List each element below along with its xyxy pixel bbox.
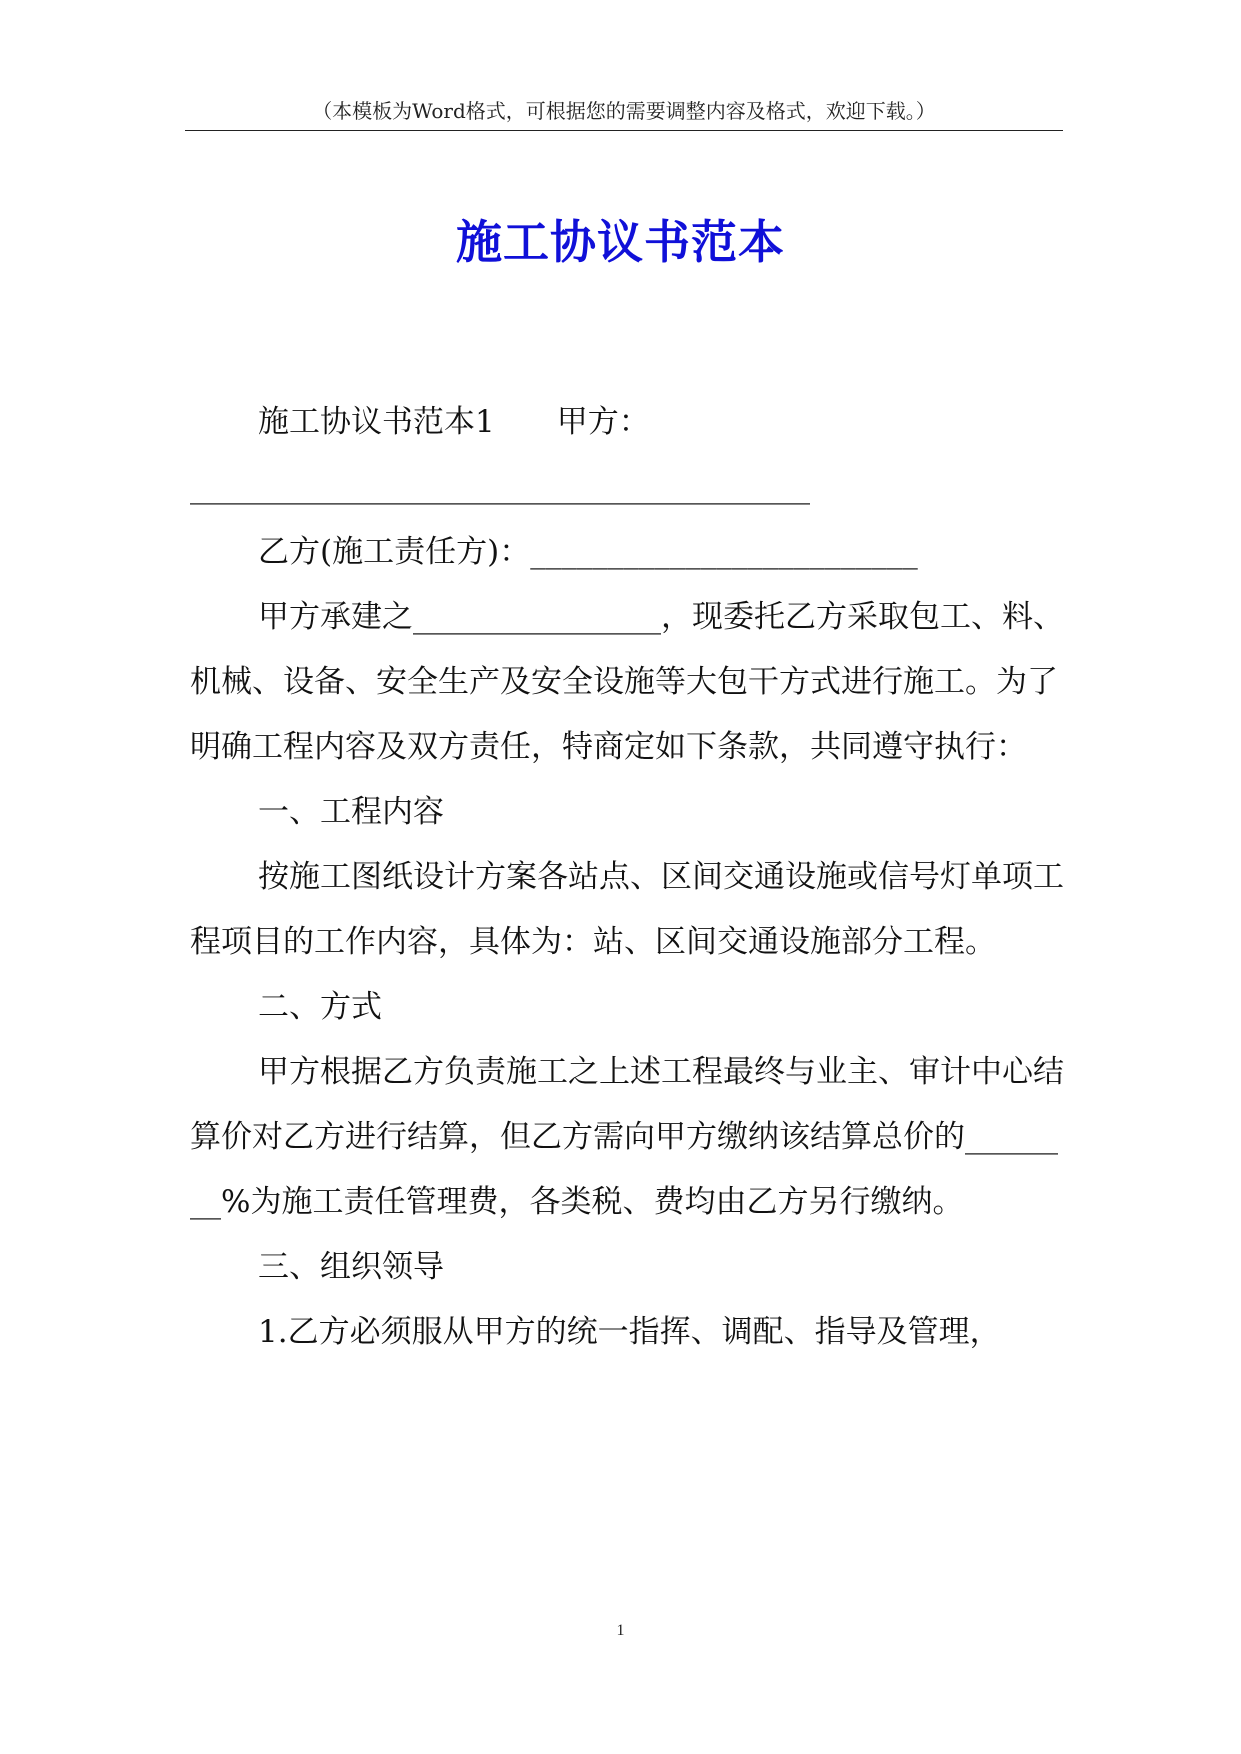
paragraph-intro-party-a: 施工协议书范本1 甲方：: [258, 404, 650, 440]
page-header-note: （本模板为Word格式，可根据您的需要调整内容及格式，欢迎下载。）: [185, 96, 1063, 131]
paragraph-commission: 甲方承建之________________，现委托乙方采取包工、料、机械、设备、安全生产及安全设施等大包干方式进行施工。为了明确工程内容及双方责任，特商定如下条款，共同遵守执行：: [190, 599, 1064, 765]
blank-line-party-a: ________________________________________: [190, 469, 810, 505]
section-heading-2: 二、方式: [258, 989, 382, 1025]
paragraph-method: 甲方根据乙方负责施工之上述工程最终与业主、审计中心结算价对乙方进行结算，但乙方需向甲方缴纳该结算总价的________%为施工责任管理费，各类税、费均由乙方另行缴纳。: [190, 1054, 1064, 1220]
paragraph-organization-1: 1.乙方必须服从甲方的统一指挥、调配、指导及管理，: [258, 1314, 1001, 1350]
page-number: 1: [616, 1622, 625, 1639]
document-title: 施工协议书范本: [456, 215, 785, 269]
section-heading-1: 一、工程内容: [258, 794, 444, 830]
document-body: [190, 390, 1070, 1365]
paragraph-project-content: 按施工图纸设计方案各站点、区间交通设施或信号灯单项工程项目的工作内容，具体为：站、区间交通设施部分工程。: [190, 859, 1064, 960]
section-heading-3: 三、组织领导: [258, 1249, 444, 1285]
paragraph-party-b: 乙方(施工责任方)：_________________________: [258, 534, 918, 570]
